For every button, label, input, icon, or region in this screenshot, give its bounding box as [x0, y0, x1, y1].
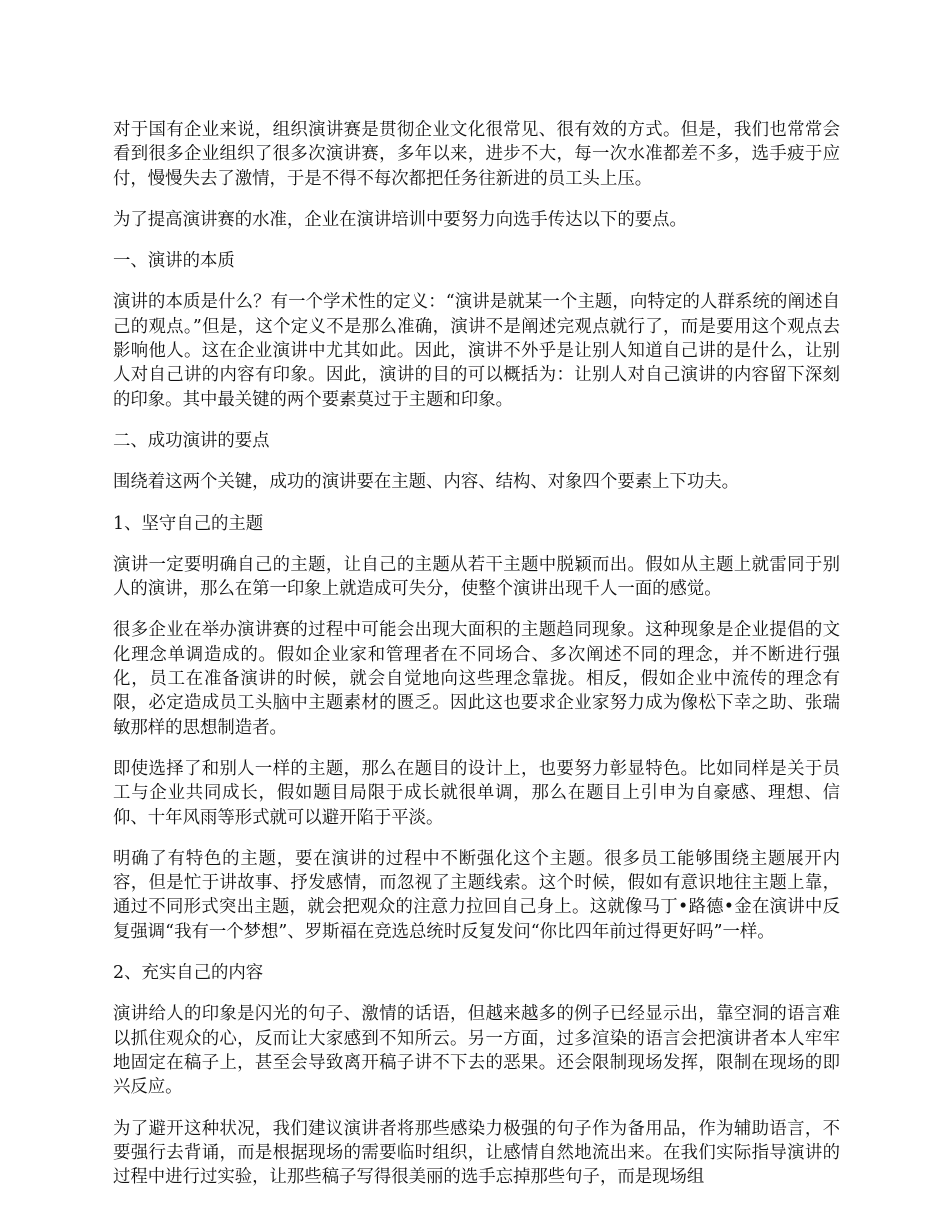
content-paragraph-2: 为了避开这种状况，我们建议演讲者将那些感染力极强的句子作为备用品，作为辅助语言，不要强行去背诵，而是根据现场的需要临时组织，让感情自然地流出来。在我们实际指导演讲的过程中进行过实验，让那些稿子写得很美丽的选手忘掉那些句子，而是现场组	[113, 1118, 840, 1188]
subsection-heading-theme: 1、坚守自己的主题	[113, 513, 264, 534]
theme-paragraph-4: 明确了有特色的主题，要在演讲的过程中不断强化这个主题。很多员工能够围绕主题展开内容，但是忙于讲故事、抒发感情，而忽视了主题线索。这个时候，假如有意识地往主题上靠，通过不同形式突出主题，就会把观众的注意力拉回自己身上。这就像马丁•路德•金在演讲中反复强调“我有一个梦想”、罗斯福在竞选总统时反复发问“你比四年前过得更好吗”一样。	[113, 848, 840, 942]
intro-paragraph: 对于国有企业来说，组织演讲赛是贯彻企业文化很常见、很有效的方式。但是，我们也常常会看到很多企业组织了很多次演讲赛，多年以来，进步不大，每一次水准都差不多，选手疲于应付，慢慢失去了激情，于是不得不每次都把任务往新进的员工头上压。	[113, 120, 840, 189]
section-heading-essence: 一、演讲的本质	[113, 251, 235, 272]
theme-paragraph-1: 演讲一定要明确自己的主题，让自己的主题从若干主题中脱颖而出。假如从主题上就雷同于别人的演讲，那么在第一印象上就造成可失分，使整个演讲出现千人一面的感觉。	[113, 554, 840, 600]
purpose-paragraph: 为了提高演讲赛的水准，企业在演讲培训中要努力向选手传达以下的要点。	[113, 209, 687, 230]
theme-paragraph-3: 即使选择了和别人一样的主题，那么在题目的设计上，也要努力彰显特色。比如同样是关于员工与企业共同成长，假如题目局限于成长就很单调，那么在题目上引申为自豪感、理想、信仰、十年风雨等形式就可以避开陷于平淡。	[113, 758, 840, 828]
theme-paragraph-2: 很多企业在举办演讲赛的过程中可能会出现大面积的主题趋同现象。这种现象是企业提倡的文化理念单调造成的。假如企业家和管理者在不同场合、多次阐述不同的理念，并不断进行强化，员工在准备演讲的时候，就会自觉地向这些理念靠拢。相反，假如企业中流传的理念有限，必定造成员工头脑中主题素材的匮乏。因此这也要求企业家努力成为像松下幸之助、张瑞敏那样的思想制造者。	[113, 620, 840, 738]
key-points-intro-paragraph: 围绕着这两个关键，成功的演讲要在主题、内容、结构、对象四个要素上下功夫。	[113, 472, 740, 493]
content-paragraph-1: 演讲给人的印象是闪光的句子、激情的话语，但越来越多的例子已经显示出，靠空洞的语言难以抓住观众的心，反而让大家感到不知所云。另一方面，过多渲染的语言会把演讲者本人牢牢地固定在稿子上，甚至会导致离开稿子讲不下去的恶果。还会限制现场发挥，限制在现场的即兴反应。	[113, 1004, 840, 1098]
subsection-heading-content: 2、充实自己的内容	[113, 963, 264, 984]
essence-paragraph: 演讲的本质是什么？有一个学术性的定义：“演讲是就某一个主题，向特定的人群系统的阐述自己的观点。”但是，这个定义不是那么准确，演讲不是阐述完观点就行了，而是要用这个观点去影响他人。这在企业演讲中尤其如此。因此，演讲不外乎是让别人知道自己讲的是什么，让别人对自己讲的内容有印象。因此，演讲的目的可以概括为：让别人对自己演讲的内容留下深刻的印象。其中最关键的两个要素莫过于主题和印象。	[113, 292, 840, 410]
document-body	[113, 118, 840, 1206]
section-heading-key-points: 二、成功演讲的要点	[113, 430, 270, 451]
